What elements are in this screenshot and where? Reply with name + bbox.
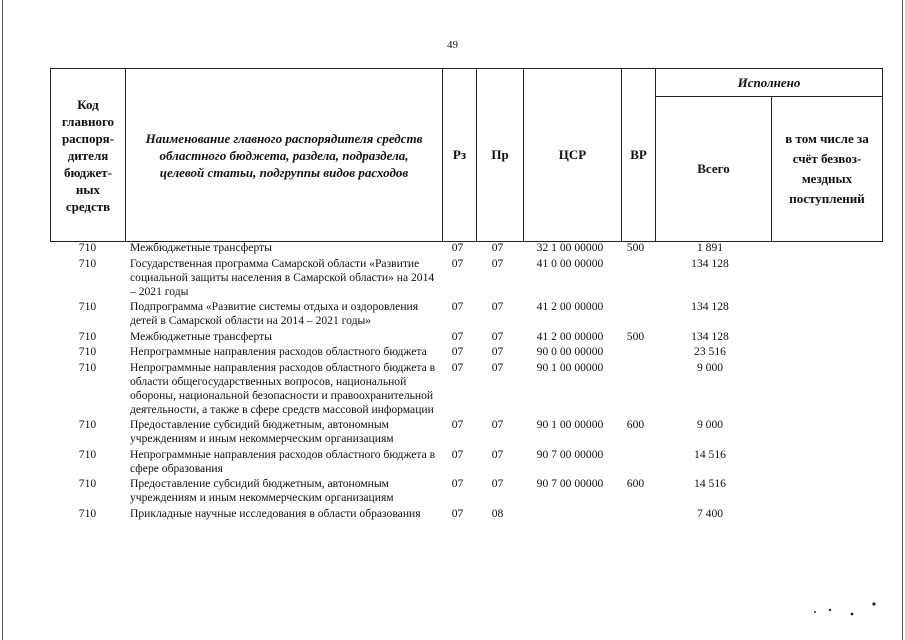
header-pr: [476, 68, 524, 242]
cell-vr: [619, 345, 652, 359]
cell-rz: 07: [451, 256, 464, 270]
cell-csr: 90 1 00 00000: [536, 360, 604, 374]
cell-code: 710: [78, 256, 97, 270]
cell-name: Межбюджетные трансферты: [130, 241, 272, 254]
cell-pr: 07: [491, 477, 504, 490]
cell-vr: [619, 448, 652, 476]
header-name: [125, 68, 443, 242]
cell-total: 9 000: [696, 418, 724, 431]
page-frame-left: [2, 0, 3, 640]
table-row: [50, 300, 884, 328]
cell-vr: [619, 507, 652, 521]
table-row: [50, 361, 884, 417]
cell-total: 14 516: [694, 477, 726, 490]
cell-total: 14 516: [694, 447, 726, 461]
table-row: [50, 448, 884, 476]
cell-pr: 07: [491, 447, 504, 461]
cell-name: Межбюджетные трансферты: [130, 329, 272, 343]
cell-total: 1 891: [696, 241, 724, 254]
cell-pr: 08: [491, 506, 504, 520]
header-vr-text: ВР: [630, 147, 647, 162]
header-code: [50, 68, 126, 242]
scan-dot: [814, 611, 816, 613]
cell-csr: [521, 507, 619, 521]
page-frame-right: [902, 0, 903, 640]
cell-total: 134 128: [691, 329, 729, 343]
cell-vr: [619, 300, 652, 328]
cell-csr: 41 2 00 00000: [536, 300, 604, 313]
cell-rz: 07: [451, 477, 464, 490]
cell-code: 710: [78, 329, 97, 343]
cell-code: 710: [78, 241, 97, 254]
cell-free: [768, 345, 880, 359]
scan-dot: [872, 602, 875, 605]
cell-name: Предоставление субсидий бюджетным, автономным учреждениям и иным некоммерческим организациям: [130, 418, 394, 445]
cell-total: 7 400: [696, 506, 724, 520]
table-row: [50, 477, 884, 505]
table-row: [50, 257, 884, 299]
cell-rz: 07: [451, 360, 464, 374]
cell-vr: 500: [626, 241, 645, 254]
header-rz: [442, 68, 477, 242]
table-row: [50, 345, 884, 359]
cell-pr: 07: [491, 329, 504, 343]
cell-rz: 07: [451, 506, 464, 520]
cell-code: 710: [78, 506, 97, 520]
cell-free: [768, 507, 880, 521]
cell-free: [768, 330, 880, 344]
cell-free: [768, 361, 880, 417]
table-body: [50, 241, 884, 522]
cell-pr: 07: [491, 256, 504, 270]
cell-code: 710: [78, 360, 97, 374]
cell-csr: 90 7 00 00000: [536, 447, 604, 461]
cell-pr: 07: [491, 418, 504, 431]
cell-vr: 600: [626, 418, 645, 431]
cell-name: Подпрограмма «Развитие системы отдыха и оздоровления детей в Самарской области на 2014 – 2021 годы»: [130, 300, 419, 327]
header-code-text: Код главного распоря-дителя бюджет-ных средств: [61, 96, 115, 214]
table-row: [50, 507, 884, 521]
scan-dot: [829, 609, 831, 611]
header-csr: [523, 68, 622, 242]
cell-csr: 90 7 00 00000: [536, 477, 604, 490]
cell-name: Государственная программа Самарской области «Развитие социальной защиты населения в Самарской области» на 2014 – 2021 годы: [130, 256, 435, 298]
cell-vr: 600: [626, 477, 645, 490]
header-executed-text: Исполнено: [737, 74, 801, 90]
cell-total: 9 000: [696, 360, 724, 374]
cell-code: 710: [78, 345, 97, 358]
cell-free: [768, 300, 880, 328]
cell-rz: 07: [451, 447, 464, 461]
header-executed: [655, 68, 883, 97]
cell-pr: 07: [491, 300, 504, 313]
header-free: [771, 96, 883, 242]
cell-name: Непрограммные направления расходов областного бюджета: [130, 345, 427, 358]
cell-rz: 07: [451, 418, 464, 431]
table-row: [50, 241, 884, 255]
cell-total: 23 516: [694, 345, 726, 358]
header-name-text: Наименование главного распорядителя средств областного бюджета, раздела, подраздела, целевой статьи, подгруппы видов расходов: [145, 130, 423, 180]
cell-pr: 07: [491, 345, 504, 358]
cell-rz: 07: [451, 345, 464, 358]
cell-name: Прикладные научные исследования в области образования: [130, 506, 421, 520]
cell-free: [768, 448, 880, 476]
cell-name: Непрограммные направления расходов областного бюджета в сфере образования: [130, 447, 436, 475]
header-total-text: Всего: [697, 161, 730, 176]
header-vr: [621, 68, 656, 242]
cell-csr: 41 0 00 00000: [536, 256, 604, 270]
cell-free: [768, 477, 880, 505]
header-csr-text: ЦСР: [558, 147, 587, 162]
cell-free: [768, 418, 880, 446]
table-row: [50, 418, 884, 446]
page-number: 49: [447, 39, 458, 51]
cell-name: Непрограммные направления расходов областного бюджета в области общегосударственных вопросов, национальной обороны, национальной безопасности и правоохранительной деятельности, а также в сфере средств массовой информации: [130, 360, 436, 416]
header-free-text: в том числе за счёт безвоз-мездных поступлений: [785, 131, 869, 206]
cell-code: 710: [78, 477, 97, 490]
cell-vr: [619, 257, 652, 299]
cell-rz: 07: [451, 300, 464, 313]
cell-pr: 07: [491, 241, 504, 254]
cell-rz: 07: [451, 241, 464, 254]
scan-dot: [851, 613, 854, 616]
cell-csr: 32 1 00 00000: [536, 241, 604, 254]
cell-vr: 500: [626, 329, 645, 343]
cell-rz: 07: [451, 329, 464, 343]
cell-code: 710: [78, 418, 97, 431]
header-rz-text: Рз: [452, 147, 467, 162]
cell-name: Предоставление субсидий бюджетным, автономным учреждениям и иным некоммерческим организациям: [130, 477, 394, 504]
cell-total: 134 128: [691, 256, 729, 270]
table-row: [50, 330, 884, 344]
cell-total: 134 128: [691, 300, 729, 313]
cell-pr: 07: [491, 360, 504, 374]
cell-code: 710: [78, 300, 97, 313]
header-pr-text: Пр: [491, 147, 509, 162]
cell-csr: 90 0 00 00000: [536, 345, 604, 358]
header-total: [655, 96, 772, 242]
cell-free: [768, 241, 880, 255]
cell-csr: 41 2 00 00000: [536, 329, 604, 343]
cell-free: [768, 257, 880, 299]
cell-code: 710: [78, 447, 97, 461]
cell-vr: [619, 361, 652, 417]
cell-csr: 90 1 00 00000: [536, 418, 604, 431]
